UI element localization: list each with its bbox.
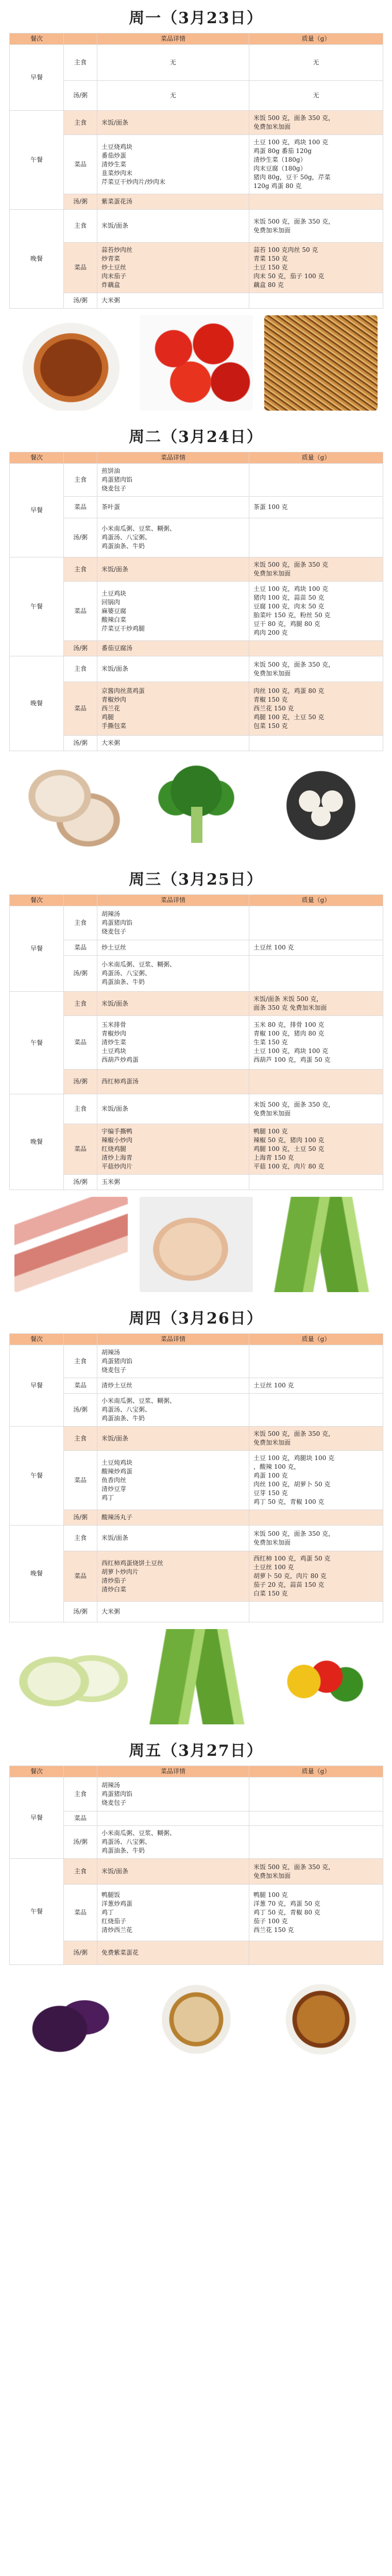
table-row bbox=[10, 1826, 383, 1859]
table-row bbox=[10, 682, 383, 736]
items-cell: 米饭/面条 bbox=[97, 992, 249, 1016]
table-row bbox=[10, 1016, 383, 1070]
column-header bbox=[64, 1766, 97, 1777]
category-cell: 主食 bbox=[64, 210, 97, 243]
quantity-cell: 蒜苔 100 克肉丝 50 克 青菜 150 克 土豆 150 克 肉末 50 克，茄子 100 克 藕盒 80 克 bbox=[249, 243, 383, 293]
meal-cell: 午餐 bbox=[10, 557, 64, 656]
quantity-cell: 无 bbox=[249, 81, 383, 111]
table-row bbox=[10, 1345, 383, 1378]
category-cell: 汤/粥 bbox=[64, 1602, 97, 1622]
category-cell: 主食 bbox=[64, 464, 97, 497]
items-cell: 免费紫菜蛋花 bbox=[97, 1941, 249, 1965]
category-cell: 菜品 bbox=[64, 1885, 97, 1941]
table-header-row bbox=[10, 895, 383, 906]
quantity-cell: 米饭 500 克，面条 350 克 免费加米加面 bbox=[249, 557, 383, 582]
quantity-cell bbox=[249, 1826, 383, 1859]
day-title: 周二（3月24日） bbox=[129, 428, 263, 446]
items-cell: 胡辣汤 鸡蛋猪肉馅 烧麦包子 bbox=[97, 906, 249, 940]
items-cell: 宇编手撕鸭 辣椒小炒肉 红烧鸡腿 清炒上海青 平菇炒肉片 bbox=[97, 1124, 249, 1175]
category-cell: 汤/粥 bbox=[64, 1510, 97, 1526]
category-cell: 主食 bbox=[64, 111, 97, 135]
menu-table bbox=[9, 33, 383, 309]
quantity-cell bbox=[249, 1811, 383, 1826]
items-cell: 清炒土豆丝 bbox=[97, 1378, 249, 1394]
table-row bbox=[10, 641, 383, 656]
table-row bbox=[10, 1427, 383, 1451]
column-header bbox=[64, 895, 97, 906]
column-header: 餐次 bbox=[10, 895, 64, 906]
category-cell: 主食 bbox=[64, 45, 97, 81]
quantity-cell: 米饭 500 克，面条 350 克， 免费加米加面 bbox=[249, 1094, 383, 1124]
category-cell: 主食 bbox=[64, 906, 97, 940]
category-cell: 主食 bbox=[64, 1777, 97, 1811]
table-row bbox=[10, 1551, 383, 1602]
category-cell: 菜品 bbox=[64, 1124, 97, 1175]
category-cell: 主食 bbox=[64, 992, 97, 1016]
day-title: 周一（3月23日） bbox=[129, 9, 263, 27]
quantity-cell bbox=[249, 1510, 383, 1526]
table-row bbox=[10, 293, 383, 309]
items-cell: 玉米排骨 青椒炒肉 清炒生菜 土豆鸡块 西葫芦炒鸡蛋 bbox=[97, 1016, 249, 1070]
table-row bbox=[10, 557, 383, 582]
meal-cell: 午餐 bbox=[10, 1427, 64, 1526]
items-cell: 小米南瓜粥、豆浆、糊粥、 鸡蛋汤、八宝粥、 鸡蛋油条、牛奶 bbox=[97, 518, 249, 557]
tomato-photo bbox=[140, 315, 253, 411]
category-cell: 主食 bbox=[64, 1526, 97, 1551]
table-row bbox=[10, 243, 383, 293]
meal-cell: 午餐 bbox=[10, 1859, 64, 1965]
category-cell: 汤/粥 bbox=[64, 1394, 97, 1427]
table-row bbox=[10, 1526, 383, 1551]
column-header: 质量（g） bbox=[249, 452, 383, 464]
menu-table bbox=[9, 1333, 383, 1622]
category-cell: 主食 bbox=[64, 1094, 97, 1124]
table-row bbox=[10, 1602, 383, 1622]
broccoli-photo bbox=[140, 758, 253, 853]
quantity-cell: 西红柿 100 克，鸡蛋 50 克 土豆丝 100 克 胡萝卜 50 克，肉片 80 克 茄子 20 克，蒜苗 150 克 白菜 150 克 bbox=[249, 1551, 383, 1602]
bell-pepper-photo bbox=[264, 1629, 378, 1724]
quantity-cell: 米饭 500 克，面条 350 克， 免费加米加面 bbox=[249, 210, 383, 243]
meal-cell: 午餐 bbox=[10, 992, 64, 1094]
quantity-cell: 土豆 100 克，鸡块 100 克 鸡蛋 80g 番茄 120g 清炒生菜（180g） 肉末豆腐（180g） 猪肉 80g，豆干 50g，芹菜 120g 鸡蛋 80 克 bbox=[249, 135, 383, 194]
quantity-cell bbox=[249, 194, 383, 210]
column-header bbox=[64, 33, 97, 45]
curry-dish-photo bbox=[14, 315, 128, 411]
dumplings-photo bbox=[264, 758, 378, 853]
quantity-cell: 米饭 500 克，面条 350 克， 免费加米加面 bbox=[249, 1859, 383, 1885]
column-header: 质量（g） bbox=[249, 33, 383, 45]
quantity-cell: 米饭/面条 米饭 500 克， 面条 350 克 免费加米加面 bbox=[249, 992, 383, 1016]
category-cell: 汤/粥 bbox=[64, 81, 97, 111]
column-header: 菜品详情 bbox=[97, 1766, 249, 1777]
category-cell: 菜品 bbox=[64, 940, 97, 956]
items-cell: 胡辣汤 鸡蛋猪肉馅 烧麦包子 bbox=[97, 1777, 249, 1811]
table-header-row bbox=[10, 33, 383, 45]
braised-dish-photo bbox=[264, 1972, 378, 2067]
quantity-cell: 土豆丝 100 克 bbox=[249, 1378, 383, 1394]
table-row bbox=[10, 940, 383, 956]
items-cell: 蒜苔炒肉丝 炒青菜 炒土豆丝 肉末茄子 炸藕盒 bbox=[97, 243, 249, 293]
column-header bbox=[64, 1334, 97, 1345]
photo-row bbox=[9, 1190, 383, 1298]
table-row bbox=[10, 464, 383, 497]
quantity-cell: 土豆 100 克，鸡块 100 克 猪肉 100 克，蒜苗 50 克 豆腐 100 克，肉末 50 克 胎菜叶 150 克，粉丝 50 克 豆干 80 克，鸡腿 80 克 鸡肉 200 克 bbox=[249, 582, 383, 641]
quantity-cell bbox=[249, 641, 383, 656]
quantity-cell: 玉米 80 克，排骨 100 克 青椒 100 克，猪肉 80 克 生菜 150 克 土豆 100 克，鸡块 100 克 西葫芦 100 克，鸡蛋 50 克 bbox=[249, 1016, 383, 1070]
table-row bbox=[10, 1811, 383, 1826]
items-cell: 米饭/面条 bbox=[97, 557, 249, 582]
column-header: 质量（g） bbox=[249, 895, 383, 906]
table-header-row bbox=[10, 1334, 383, 1345]
category-cell: 主食 bbox=[64, 656, 97, 682]
table-row bbox=[10, 1394, 383, 1427]
table-row bbox=[10, 582, 383, 641]
table-row bbox=[10, 656, 383, 682]
meal-cell: 午餐 bbox=[10, 111, 64, 210]
category-cell: 汤/粥 bbox=[64, 194, 97, 210]
photo-row bbox=[9, 751, 383, 859]
items-cell bbox=[97, 1811, 249, 1826]
table-row bbox=[10, 45, 383, 81]
menu-table bbox=[9, 1766, 383, 1965]
category-cell: 主食 bbox=[64, 557, 97, 582]
column-header: 餐次 bbox=[10, 452, 64, 464]
quantity-cell bbox=[249, 1175, 383, 1190]
photo-row bbox=[9, 1622, 383, 1731]
meal-cell: 早餐 bbox=[10, 464, 64, 557]
table-row bbox=[10, 1070, 383, 1094]
meal-cell: 早餐 bbox=[10, 1345, 64, 1427]
column-header: 菜品详情 bbox=[97, 1334, 249, 1345]
meal-cell: 晚餐 bbox=[10, 656, 64, 751]
category-cell: 菜品 bbox=[64, 243, 97, 293]
day-title: 周三（3月25日） bbox=[129, 871, 263, 889]
table-row bbox=[10, 194, 383, 210]
table-row bbox=[10, 1859, 383, 1885]
table-row bbox=[10, 1094, 383, 1124]
items-cell: 小米南瓜粥、豆浆、糊粥、 鸡蛋汤、八宝粥、 鸡蛋油条、牛奶 bbox=[97, 1826, 249, 1859]
meal-cell: 晚餐 bbox=[10, 1094, 64, 1190]
column-header: 餐次 bbox=[10, 33, 64, 45]
quantity-cell: 米饭 500 克，面条 350 克， 免费加米加面 bbox=[249, 656, 383, 682]
quantity-cell: 米饭 500 克，面条 350 克， 免费加米加面 bbox=[249, 111, 383, 135]
quantity-cell: 米饭 500 克，面条 350 克， 免费加米加面 bbox=[249, 1427, 383, 1451]
category-cell: 菜品 bbox=[64, 1551, 97, 1602]
table-row bbox=[10, 1510, 383, 1526]
category-cell: 菜品 bbox=[64, 1811, 97, 1826]
category-cell: 菜品 bbox=[64, 1016, 97, 1070]
items-cell: 大米粥 bbox=[97, 1602, 249, 1622]
meal-cell: 早餐 bbox=[10, 45, 64, 111]
plated-dish-photo bbox=[140, 1972, 253, 2067]
meal-cell: 早餐 bbox=[10, 906, 64, 992]
column-header: 菜品详情 bbox=[97, 895, 249, 906]
category-cell: 汤/粥 bbox=[64, 293, 97, 309]
quantity-cell bbox=[249, 293, 383, 309]
menu-table bbox=[9, 452, 383, 751]
photo-row bbox=[9, 309, 383, 417]
items-cell: 无 bbox=[97, 45, 249, 81]
quantity-cell bbox=[249, 956, 383, 992]
items-cell: 米饭/面条 bbox=[97, 656, 249, 682]
meal-cell: 早餐 bbox=[10, 1777, 64, 1859]
items-cell: 京酱肉丝蒸鸡蛋 青椒炒肉 西兰花 鸡腿 手撕包菜 bbox=[97, 682, 249, 736]
quantity-cell: 土豆 100 克，鸡腿块 100 克 ，酸辣 100 克， 鸡蛋 100 克 肉丝 100 克，胡萝卜 50 克 豆芽 150 克 鸡丁 50 克，青椒 100 克 bbox=[249, 1451, 383, 1510]
category-cell: 主食 bbox=[64, 1859, 97, 1885]
items-cell: 西红柿鸡蛋烧饼土豆丝 胡萝卜炒肉片 清炒茄子 清炒白菜 bbox=[97, 1551, 249, 1602]
items-cell: 小米南瓜粥、豆浆、糊粥、 鸡蛋汤、八宝粥、 鸡蛋油条、牛奶 bbox=[97, 956, 249, 992]
items-cell: 炒土豆丝 bbox=[97, 940, 249, 956]
items-cell: 无 bbox=[97, 81, 249, 111]
quantity-cell: 茶蛋 100 克 bbox=[249, 497, 383, 518]
quantity-cell bbox=[249, 464, 383, 497]
table-row bbox=[10, 81, 383, 111]
table-row bbox=[10, 135, 383, 194]
items-cell: 土豆烧鸡块 番茄炒蛋 清炒生菜 韭菜炒肉末 芹菜豆干炒肉片/炒肉末 bbox=[97, 135, 249, 194]
table-row bbox=[10, 111, 383, 135]
quantity-cell: 米饭 500 克，面条 350 克， 免费加米加面 bbox=[249, 1526, 383, 1551]
items-cell: 煎饼油 鸡蛋猪肉馅 烧麦包子 bbox=[97, 464, 249, 497]
category-cell: 菜品 bbox=[64, 682, 97, 736]
menu-table bbox=[9, 894, 383, 1190]
quantity-cell bbox=[249, 736, 383, 751]
items-cell: 米饭/面条 bbox=[97, 1859, 249, 1885]
column-header bbox=[64, 452, 97, 464]
items-cell: 胡辣汤 鸡蛋猪肉馅 烧麦包子 bbox=[97, 1345, 249, 1378]
category-cell: 汤/粥 bbox=[64, 1826, 97, 1859]
items-cell: 大米粥 bbox=[97, 293, 249, 309]
table-row bbox=[10, 1124, 383, 1175]
quantity-cell bbox=[249, 1345, 383, 1378]
quantity-cell bbox=[249, 1394, 383, 1427]
quantity-cell bbox=[249, 1941, 383, 1965]
category-cell: 汤/粥 bbox=[64, 1175, 97, 1190]
category-cell: 菜品 bbox=[64, 497, 97, 518]
table-row bbox=[10, 1885, 383, 1941]
quantity-cell bbox=[249, 1602, 383, 1622]
zucchini-photo bbox=[264, 1197, 378, 1292]
items-cell: 大米粥 bbox=[97, 736, 249, 751]
pork-slices-photo bbox=[14, 758, 128, 853]
day-title: 周五（3月27日） bbox=[129, 1742, 263, 1760]
quantity-cell: 肉丝 100 克，鸡蛋 80 克 青椒 150 克 西兰花 150 克 鸡腿 100 克，土豆 50 克 包菜 150 克 bbox=[249, 682, 383, 736]
table-row bbox=[10, 1777, 383, 1811]
quantity-cell bbox=[249, 906, 383, 940]
items-cell: 番茄豆腐汤 bbox=[97, 641, 249, 656]
quantity-cell: 无 bbox=[249, 45, 383, 81]
table-row bbox=[10, 736, 383, 751]
quantity-cell: 鸭腿 100 克 辣椒 50 克，猪肉 100 克 鸡腿 100 克，土豆 50 克 上海青 150 克 平菇 100 克，肉片 80 克 bbox=[249, 1124, 383, 1175]
table-header-row bbox=[10, 1766, 383, 1777]
items-cell: 米饭/面条 bbox=[97, 1094, 249, 1124]
category-cell: 主食 bbox=[64, 1345, 97, 1378]
meal-cell: 晚餐 bbox=[10, 210, 64, 309]
items-cell: 米饭/面条 bbox=[97, 1526, 249, 1551]
items-cell: 米饭/面条 bbox=[97, 210, 249, 243]
items-cell: 茶叶蛋 bbox=[97, 497, 249, 518]
cabbage-photo bbox=[14, 1629, 128, 1724]
meal-cell: 晚餐 bbox=[10, 1526, 64, 1622]
eggplant-photo bbox=[14, 1972, 128, 2067]
column-header: 质量（g） bbox=[249, 1334, 383, 1345]
category-cell: 菜品 bbox=[64, 1451, 97, 1510]
table-row bbox=[10, 1941, 383, 1965]
table-row bbox=[10, 518, 383, 557]
category-cell: 汤/粥 bbox=[64, 956, 97, 992]
photo-row bbox=[9, 1965, 383, 2073]
column-header: 菜品详情 bbox=[97, 33, 249, 45]
category-cell: 菜品 bbox=[64, 135, 97, 194]
day-title: 周四（3月26日） bbox=[129, 1310, 263, 1328]
table-row bbox=[10, 906, 383, 940]
table-row bbox=[10, 992, 383, 1016]
quantity-cell bbox=[249, 1777, 383, 1811]
category-cell: 主食 bbox=[64, 1427, 97, 1451]
items-cell: 鸭腿饭 洋葱炒鸡蛋 鸡丁 红烧茄子 清炒西兰花 bbox=[97, 1885, 249, 1941]
items-cell: 土豆鸡块 回锅肉 麻婆豆腐 酸辣白菜 芹菜豆干炒鸡腿 bbox=[97, 582, 249, 641]
quantity-cell: 鸭腿 100 克 洋葱 70 克，鸡蛋 50 克 鸡丁 50 克，青椒 80 克 茄子 100 克 西兰花 150 克 bbox=[249, 1885, 383, 1941]
table-row bbox=[10, 210, 383, 243]
quantity-cell: 土豆丝 100 克 bbox=[249, 940, 383, 956]
zucchini-photo bbox=[140, 1629, 253, 1724]
category-cell: 汤/粥 bbox=[64, 1070, 97, 1094]
category-cell: 汤/粥 bbox=[64, 641, 97, 656]
items-cell: 米饭/面条 bbox=[97, 1427, 249, 1451]
table-header-row bbox=[10, 452, 383, 464]
table-row bbox=[10, 1451, 383, 1510]
category-cell: 菜品 bbox=[64, 582, 97, 641]
table-row bbox=[10, 956, 383, 992]
items-cell: 紫菜蛋花汤 bbox=[97, 194, 249, 210]
category-cell: 汤/粥 bbox=[64, 1941, 97, 1965]
fried-noodles-photo bbox=[264, 315, 378, 411]
column-header: 餐次 bbox=[10, 1766, 64, 1777]
chicken-wings-photo bbox=[140, 1197, 253, 1292]
items-cell: 米饭/面条 bbox=[97, 111, 249, 135]
column-header: 菜品详情 bbox=[97, 452, 249, 464]
category-cell: 汤/粥 bbox=[64, 736, 97, 751]
column-header: 餐次 bbox=[10, 1334, 64, 1345]
table-row bbox=[10, 1378, 383, 1394]
items-cell: 酸辣汤丸子 bbox=[97, 1510, 249, 1526]
table-row bbox=[10, 1175, 383, 1190]
column-header: 质量（g） bbox=[249, 1766, 383, 1777]
category-cell: 菜品 bbox=[64, 1378, 97, 1394]
quantity-cell bbox=[249, 1070, 383, 1094]
items-cell: 西红柿鸡蛋汤 bbox=[97, 1070, 249, 1094]
pork-belly-photo bbox=[14, 1197, 128, 1292]
items-cell: 玉米粥 bbox=[97, 1175, 249, 1190]
items-cell: 小米南瓜粥、豆浆、糊粥、 鸡蛋汤、八宝粥、 鸡蛋油条、牛奶 bbox=[97, 1394, 249, 1427]
table-row bbox=[10, 497, 383, 518]
category-cell: 汤/粥 bbox=[64, 518, 97, 557]
items-cell: 土豆炖鸡块 酸辣炒鸡蛋 鱼香肉丝 清炒豆芽 鸡丁 bbox=[97, 1451, 249, 1510]
quantity-cell bbox=[249, 518, 383, 557]
